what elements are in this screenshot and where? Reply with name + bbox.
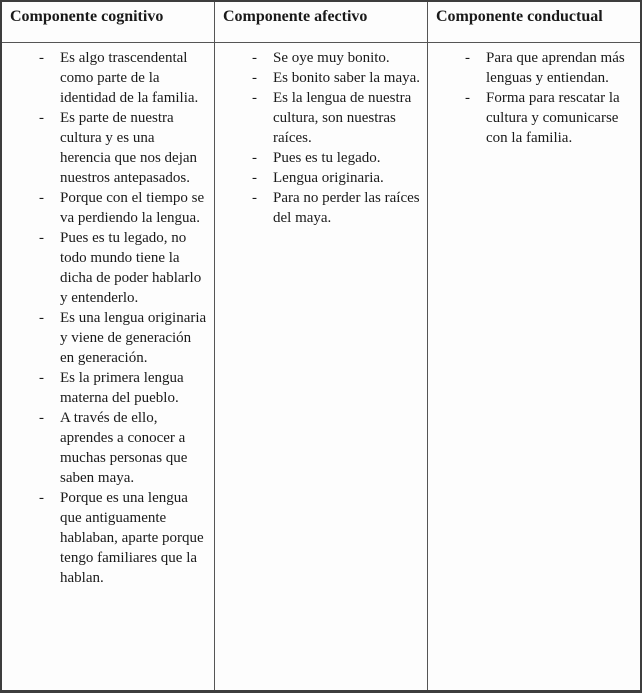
- list-item: [2, 48, 214, 108]
- item-text: Pues es tu legado.: [273, 150, 381, 166]
- dash-bullet: -: [39, 370, 44, 386]
- item-text: A través de ello, aprendes a conocer a muchas personas que saben maya.: [60, 410, 188, 486]
- item-text: Es la primera lengua materna del pueblo.: [60, 370, 184, 406]
- dash-bullet: -: [39, 310, 44, 326]
- item-text: Es la lengua de nuestra cultura, son nuestras raíces.: [273, 90, 412, 146]
- list-item: [215, 168, 427, 188]
- list-item: [2, 228, 214, 308]
- list-item: [428, 88, 640, 148]
- dash-bullet: -: [465, 90, 470, 106]
- column-body-affective: [215, 43, 427, 690]
- item-text: Forma para rescatar la cultura y comunicarse con la familia.: [486, 90, 620, 146]
- list-item: [2, 188, 214, 228]
- list-item: [428, 48, 640, 88]
- item-text: Pues es tu legado, no todo mundo tiene la dicha de poder hablarlo y entenderlo.: [60, 230, 202, 306]
- dash-bullet: -: [39, 230, 44, 246]
- list-item: [2, 108, 214, 188]
- column-header-cognitive: Componente cognitivo: [2, 2, 214, 43]
- dash-bullet: -: [39, 110, 44, 126]
- item-text: Es parte de nuestra cultura y es una herencia que nos dejan nuestros antepasados.: [60, 110, 198, 186]
- column-body-behavioral: [428, 43, 640, 690]
- dash-bullet: -: [252, 190, 257, 206]
- list-item: [2, 488, 214, 588]
- column-header-behavioral: Componente conductual: [428, 2, 640, 43]
- dash-bullet: -: [465, 50, 470, 66]
- dash-bullet: -: [252, 90, 257, 106]
- dash-bullet: -: [252, 170, 257, 186]
- list-item: [2, 368, 214, 408]
- item-text: Es algo trascendental como parte de la identidad de la familia.: [60, 50, 199, 106]
- column-header-affective: Componente afectivo: [215, 2, 427, 43]
- column-behavioral: [427, 2, 640, 690]
- column-affective: [214, 2, 427, 690]
- column-body-cognitive: [2, 43, 214, 690]
- item-text: Es una lengua originaria y viene de generación en generación.: [60, 310, 207, 366]
- item-text: Es bonito saber la maya.: [273, 70, 421, 86]
- dash-bullet: -: [252, 50, 257, 66]
- dash-bullet: -: [39, 490, 44, 506]
- dash-bullet: -: [252, 70, 257, 86]
- column-cognitive: [2, 2, 214, 690]
- item-text: Porque con el tiempo se va perdiendo la lengua.: [60, 190, 205, 226]
- item-text: Lengua originaria.: [273, 170, 384, 186]
- list-item: [215, 188, 427, 228]
- dash-bullet: -: [39, 50, 44, 66]
- list-item: [215, 68, 427, 88]
- dash-bullet: -: [39, 410, 44, 426]
- dash-bullet: -: [39, 190, 44, 206]
- item-text: Para que aprendan más lenguas y entiendan.: [486, 50, 625, 86]
- list-item: [215, 48, 427, 68]
- list-item: [2, 408, 214, 488]
- list-item: [215, 148, 427, 168]
- list-item: [2, 308, 214, 368]
- item-text: Se oye muy bonito.: [273, 50, 390, 66]
- dash-bullet: -: [252, 150, 257, 166]
- item-text: Porque es una lengua que antiguamente hablaban, aparte porque tengo familiares que la hablan.: [60, 490, 204, 586]
- item-text: Para no perder las raíces del maya.: [273, 190, 420, 226]
- list-item: [215, 88, 427, 148]
